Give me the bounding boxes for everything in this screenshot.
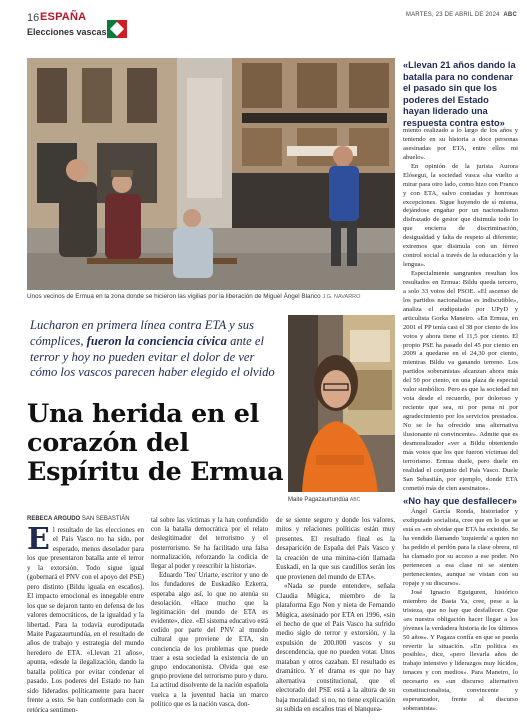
text-column-1: El resultado de las elecciones en el País Vasco no ha sido, por esperado, menos desolador para los que presentaron batalla ante el terror y la extorsión. Todo sigue igual (gobernará el PNV con el apoyo del PSE) pero distinto (Bildu iguala en escaños). El impacto emocional es innegable entre los que se dejaron tanto en defensa de los valores democráticos, de la igualdad y la libertad. Para la todavía eurodiputada Maite Pagazaurtundúa, en el resultado de años de trabajo y estrategia del mundo heredero de ETA. «Llevan 21 años», apunta, «desde la ilegalización, dando la batalla política por evitar condenar el pasado. Los poderes del Estado no han sido liderados políticamente para hacer frente a esto. Se han conformado con la retórica sentimen- — [27, 522, 144, 714]
pull-quote: «Llevan 21 años dando la batalla para no condenar el pasado sin que los poderes del Estado hayan liderado una respuesta contra esto» — [403, 60, 516, 128]
section-title: ESPAÑA — [40, 11, 87, 23]
headline: Una herida en el corazón del Espíritu de Ermua — [27, 399, 284, 487]
subsection-title: Elecciones vascas — [27, 27, 107, 37]
photo-caption-top: Unos vecinos de Ermua en la zona donde se hicieron las vigilias por la liberación de Miguel Ángel Blanco J.G. NAVARRO — [27, 293, 361, 300]
portrait-photo — [288, 315, 395, 492]
byline: REBECA ARGUDO SAN SEBASTIÁN — [27, 516, 130, 522]
dateline: MARTES, 23 DE ABRIL DE 2024 ABC — [405, 12, 517, 18]
page-header — [27, 10, 517, 40]
intro-quote: Lucharon en primera línea contra ETA y sus cómplices, fueron la conciencia cívica ante el terror y hoy no pueden evitar el dolor de ver cómo los vascos parecen haber elegido el olvido — [30, 318, 275, 380]
elections-logo-icon — [107, 20, 127, 38]
subheading: «No hay que desfallecer» — [403, 496, 518, 508]
street-photo — [27, 58, 395, 290]
text-column-3: de se siente seguro y donde los valores, mitos y relaciones políticas están muy presentes. El resultado final es la desaparición de España del País Vasco y la creación de una minina-ción llamada Euskadi, en la que sus caudillos serán los que provienen del mundo de ETA». «Nada se puede entender», señala Claudia Múgica, miembro de la plataforma Ego Non y nieta de Fernando Múgica, asesinado por ETA en 1996, «sin el hecho de que el País Vasco ha sufrido medio siglo de terror y extorsión, y la expulsión de 200.000 vascos y su descendencia, que no pueden votar. Unos mataban y otros cazaban. El resultado es dramático. Y el drama es que no hay alternativa constitucional, que el electorado del PSE está a la altura de su baja moralidad: si no, no tiene explicación su subida en escaños tras el blanquea- — [276, 516, 395, 714]
dropcap: E — [27, 522, 50, 557]
page-number: 16 — [27, 12, 40, 24]
photo-caption-portrait: Maite Pagazaurtundúa ABC — [288, 497, 361, 503]
text-column-2: tal sobre las víctimas y la han confundido con la batalla democrática por el relato deslegitimador del terrorismo y el posterrorismo. Se ha facilitado una falsa normalización, reforzando la codicia de llegar al poder y reescribir la historia». Eduardo 'Teo' Uriarte, escritor y uno de los fundadores de Euskadiko Ezkerra, esperaba algo así, lo que no atenúa su desolación. «Hace mucho que la legitimación del mundo de ETA es evidente», dice. «El sistema educativo está cedido por parte del PNV al mundo cultural que proviene de ETA, sin conciencia de los problemas que puede traer a esta sociedad la existencia de un grupo endocanonista. Olvida que ese grupo proviene del terrorismo puro y duro. La actitud disolvente de la nación española vuelca a la juventud hacia un marco político que es la nación vasca, don- — [151, 517, 269, 708]
text-column-4: miento realizado a lo largo de los años y teniendo en su historia a doce personas asesinadas por ETA, entre ellos mi abuelo». En opinión de la jurista Aurora Elósegui, la sociedad vasca «ha vuelto a mirar para otro lado, como hizo con Franco y con ETA, salvo contadas y honrosas excepciones. Sigue huyendo de sí misma, dejándose engañar por un nacionalismo disfrazado de gestor que disimula todo lo que encierra de discriminación, desigualdad y falta de respeto al diferente; extremos que disimula con un férreo control social a través de la educación y la lengua». Especialmente sangrantes resultan los resultados en Ermua: Bildu queda tercero, a solo 33 votos del PSOE. «El ascenso de los partidos nacionalistas es indiscutible», analiza el eudiputado por UPyD y articulista Gorka Maneiro. «En Ermua, en 2001 el PP tenía casi el 38 por ciento de los votos y ahora tiene el 11,5 por ciento. El propio PSE ha pasado del 45 por ciento en 2009 a quedarse en el 24,30 por ciento, mientras Bildu va ganando terreno. Los partidos soberanistas alcanzan ahora más del 50 por ciento, en una plaza de especial valor simbólico. Pero es que la sociedad no vota desde el recuerdo, por doloroso y reciente que sea, ni por pena ni por agradecimiento por los servicios prestados. No se le ha ofrecido una alternativa ilusionante ni convincente». Admite que es desmoralizador «ver a Bildu obteniendo más votos que los que fueron víctimas del terrorismo. Ermua duele, pero duele en realidad el conjunto del País Vasco. Duele San Sebastián, por ejemplo, donde ETA cometió más de cien asesinatos». «No hay que desfallecer» Ángel García Ronda, historiador y exdiputado socialista, cree que en lo que se está es «en olvidar que ETA ha existido. Se ha vendido llamando 'izquierda' a quien no ha pedido el perdón para la clase obrera, ni ha clamado por su acceso a ese poder. No pertenecen a esa clase ni se sienten pertenecientes, aunque se vistan con su ropaje y su discurso». José Ignacio Eguiguren, histórico miembro de Basta Ya, cree, pese a la tristeza, que no hay que desfallecer. Que «es nuestra obligación hacer llegar a los jóvenes la verdadera historia de los últimos 50 años». Y Pagaza confía en que se pueda revertir la situación. «En política es posible», dice, «pero llevarla años de trabajo intensivo y liderazgos muy lúcidos, tenaces y con medios». Para Maneiro, lo necesario es «un discurso alternativo constitucionalista, convincente y esperanzador, frente al discurso soberanista». — [403, 127, 518, 713]
